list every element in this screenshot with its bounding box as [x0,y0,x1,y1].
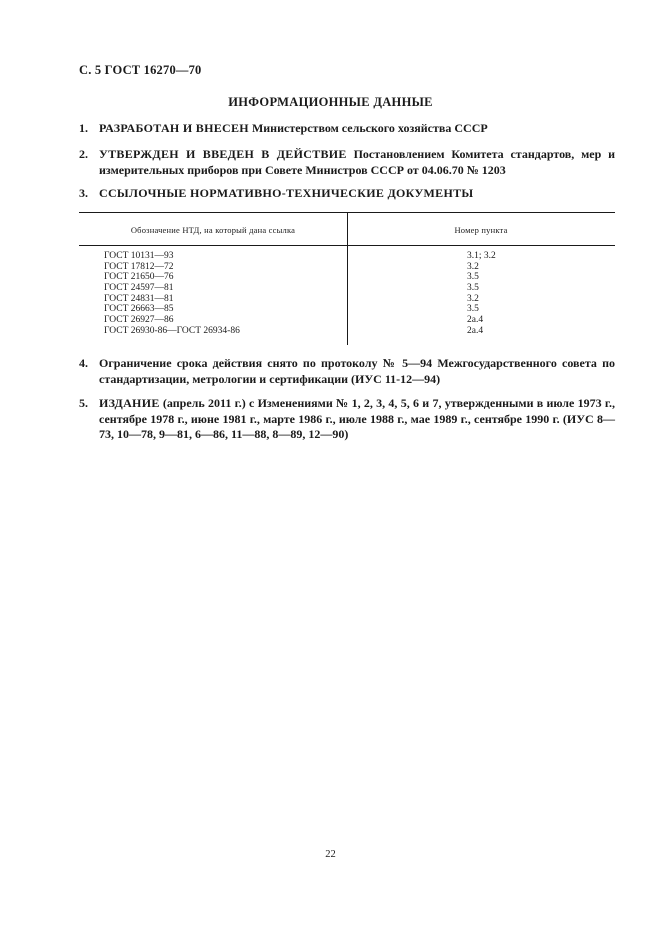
item-lead: ССЫЛОЧНЫЕ НОРМАТИВНО-ТЕХНИЧЕСКИЕ ДОКУМЕНТЫ [99,186,474,200]
table-cell-clause: 3.5 [467,272,479,283]
table-cell-clause: 3.5 [467,283,479,294]
table-cell-clause: 3.2 [467,293,479,304]
table-cell-document: ГОСТ 26930-86—ГОСТ 26934-86 [104,325,240,336]
info-item-5 [79,396,615,443]
table-row [79,251,615,262]
item-text [99,396,615,443]
item-lead: РАЗРАБОТАН И ВНЕСЕН [99,121,249,135]
table-cell-clause: 3.2 [467,261,479,272]
item-lead: ИЗДАНИЕ [99,396,160,410]
table-row [79,272,615,283]
table-cell-clause: 2а.4 [467,325,484,336]
table-row [79,326,615,337]
table-cell-document: ГОСТ 26663—85 [104,304,174,315]
item-text [99,147,615,178]
reference-table [79,212,615,345]
item-body: Ограничение срока действия снято по протоколу № 5—94 Межгосударственного совета по стандартизации, метрологии и сертификации (ИУС 11-12—94) [99,356,615,386]
item-text [99,186,615,202]
info-item-2 [79,147,615,178]
page-number: 22 [325,849,336,860]
item-number: 4. [79,356,88,370]
item-number: 1. [79,121,88,135]
table-row [79,262,615,273]
table-rows [79,251,615,337]
item-text [99,121,615,137]
table-cell-document: ГОСТ 17812—72 [104,261,174,272]
table-cell-clause: 3.1; 3.2 [467,251,496,261]
item-lead: УТВЕРЖДЕН И ВВЕДЕН В ДЕЙСТВИЕ [99,147,347,161]
item-body: Постановлением Комитета стандартов, мер и измерительных приборов при Совете Министров СССР от 04.06.70 № 1203 [99,147,616,177]
item-text [99,356,615,387]
item-body: Министерством сельского хозяйства СССР [248,121,488,135]
page-header: С. 5 ГОСТ 16270—70 [79,63,202,77]
table-header-clause: Номер пункта [454,225,508,235]
table-cell-document: ГОСТ 24831—81 [104,293,174,304]
table-cell-clause: 2а.4 [467,315,484,326]
table-row [79,283,615,294]
table-cell-document: ГОСТ 10131—93 [104,251,174,261]
section-title: ИНФОРМАЦИОННЫЕ ДАННЫЕ [228,95,433,109]
table-cell-document: ГОСТ 24597—81 [104,283,174,294]
info-item-3 [79,186,615,202]
table-row [79,294,615,305]
item-number: 2. [79,147,88,161]
info-item-4 [79,356,615,387]
table-row [79,315,615,326]
table-header-document: Обозначение НТД, на который дана ссылка [130,225,296,235]
info-item-1 [79,121,615,137]
item-number: 3. [79,186,88,200]
table-cell-clause: 3.5 [467,304,479,315]
table-cell-document: ГОСТ 26927—86 [104,315,174,326]
item-body: (апрель 2011 г.) с Изменениями № 1, 2, 3, 4, 5, 6 и 7, утвержденными в июле 1973 г., сентябре 1978 г., июне 1981 г., марте 1986 г., июле 1988 г., мае 1989 г., сентябре 1990 г. (ИУС 8—73, 10—78, 9—81, 6—86, 11—88, 8—89, 12—90) [99,396,615,441]
item-number: 5. [79,396,88,410]
table-row [79,304,615,315]
table-cell-document: ГОСТ 21650—76 [104,272,174,283]
